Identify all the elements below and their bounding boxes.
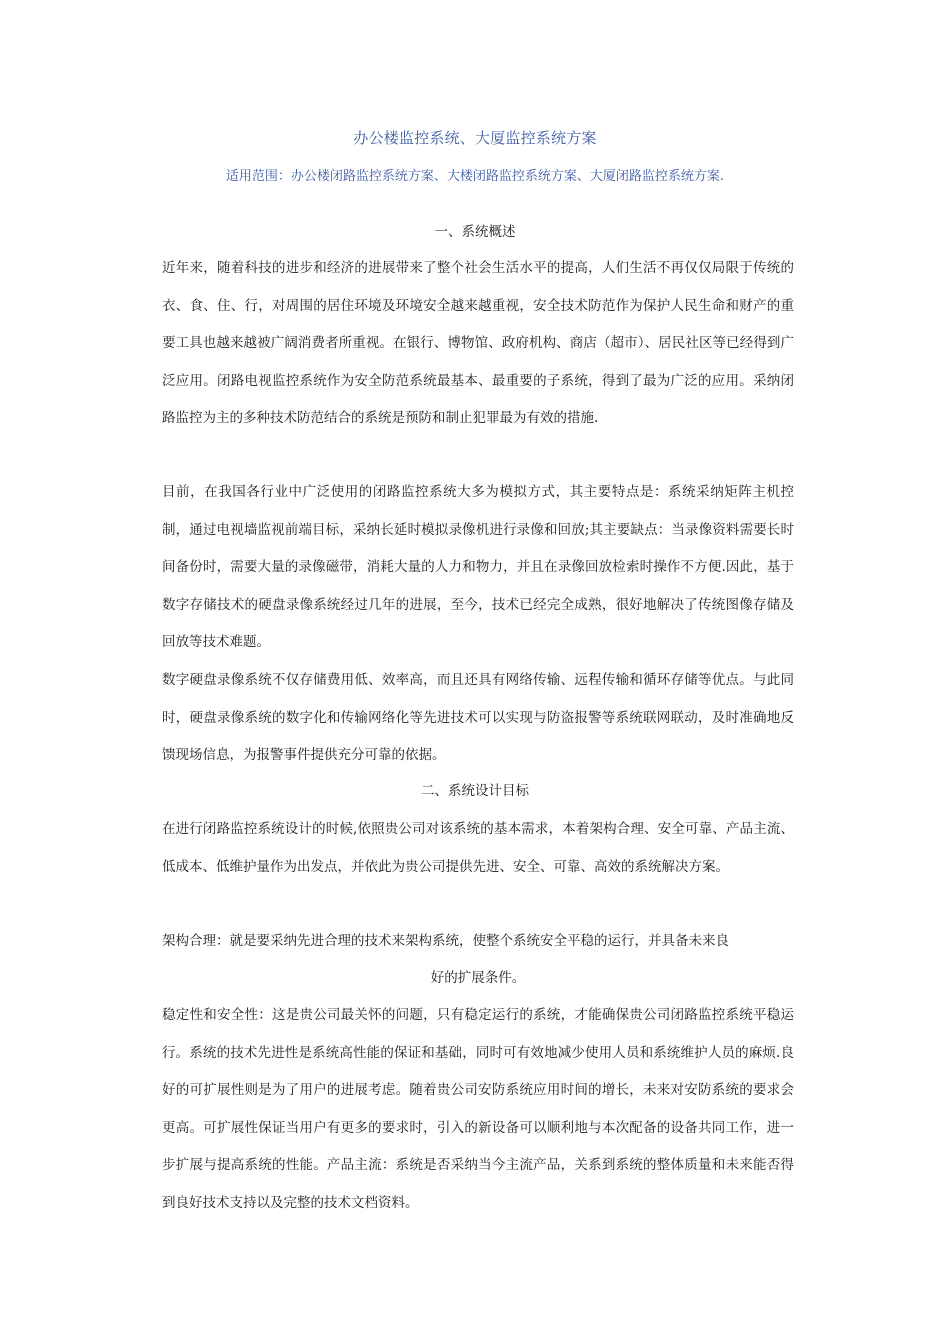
document-title: 办公楼监控系统、大厦监控系统方案 bbox=[353, 129, 597, 147]
document-scope: 适用范围：办公楼闭路监控系统方案、大楼闭路监控系统方案、大厦闭路监控系统方案. bbox=[225, 169, 725, 184]
paragraph-overview-2: 目前，在我国各行业中广泛使用的闭路监控系统大多为模拟方式，其主要特点是：系统采纳矩阵主机控制，通过电视墙监视前端目标，采纳长延时模拟录像机进行录像和回放;其主要缺点：当录像资料需要长时间备份时，需要大量的录像磁带，消耗大量的人力和物力，并且在录像回放检索时操作不方便.因此，基于数字存储技术的硬盘录像系统经过几年的进展，至今，技术已经完全成熟，很好地解决了传统图像存储及回放等技术难题。 bbox=[162, 484, 794, 650]
section-heading-design-goals: 二、系统设计目标 bbox=[421, 783, 529, 799]
paragraph-overview-1: 近年来，随着科技的进步和经济的进展带来了整个社会生活水平的提高，人们生活不再仅仅局限于传统的衣、食、住、行，对周围的居住环境及环境安全越来越重视，安全技术防范作为保护人民生命和财产的重要工具也越来越被广阔消费者所重视。在银行、博物馆、政府机构、商店（超市）、居民社区等已经得到广泛应用。闭路电视监控系统作为安全防范系统最基本、最重要的子系统，得到了最为广泛的应用。采纳闭路监控为主的多种技术防范结合的系统是预防和制止犯罪最为有效的措施. bbox=[162, 260, 794, 426]
paragraph-goals-architecture: 架构合理：就是要采纳先进合理的技术来架构系统，使整个系统安全平稳的运行，并具备未来良 bbox=[162, 933, 729, 949]
paragraph-goals-stability: 稳定性和安全性：这是贵公司最关怀的问题，只有稳定运行的系统，才能确保贵公司闭路监控系统平稳运行。系统的技术先进性是系统高性能的保证和基础，同时可有效地减少使用人员和系统维护人员的麻烦.良好的可扩展性则是为了用户的进展考虑。随着贵公司安防系统应用时间的增长，未来对安防系统的要求会更高。可扩展性保证当用户有更多的要求时，引入的新设备可以顺利地与本次配备的设备共同工作，进一步扩展与提高系统的性能。产品主流：系统是否采纳当今主流产品，关系到系统的整体质量和未来能否得到良好技术支持以及完整的技术文档资料。 bbox=[162, 1007, 794, 1211]
section-heading-overview: 一、系统概述 bbox=[434, 224, 516, 240]
paragraph-goals-1: 在进行闭路监控系统设计的时候,依照贵公司对该系统的基本需求，本着架构合理、安全可靠、产品主流、低成本、低维护量作为出发点，并依此为贵公司提供先进、安全、可靠、高效的系统解决方案。 bbox=[162, 821, 794, 875]
paragraph-goals-architecture-tail: 好的扩展条件。 bbox=[430, 970, 526, 986]
paragraph-overview-3: 数字硬盘录像系统不仅存储费用低、效率高，而且还具有网络传输、远程传输和循环存储等优点。与此同时，硬盘录像系统的数字化和传输网络化等先进技术可以实现与防盗报警等系统联网联动，及时准确地反馈现场信息，为报警事件提供充分可靠的依据。 bbox=[162, 672, 794, 763]
